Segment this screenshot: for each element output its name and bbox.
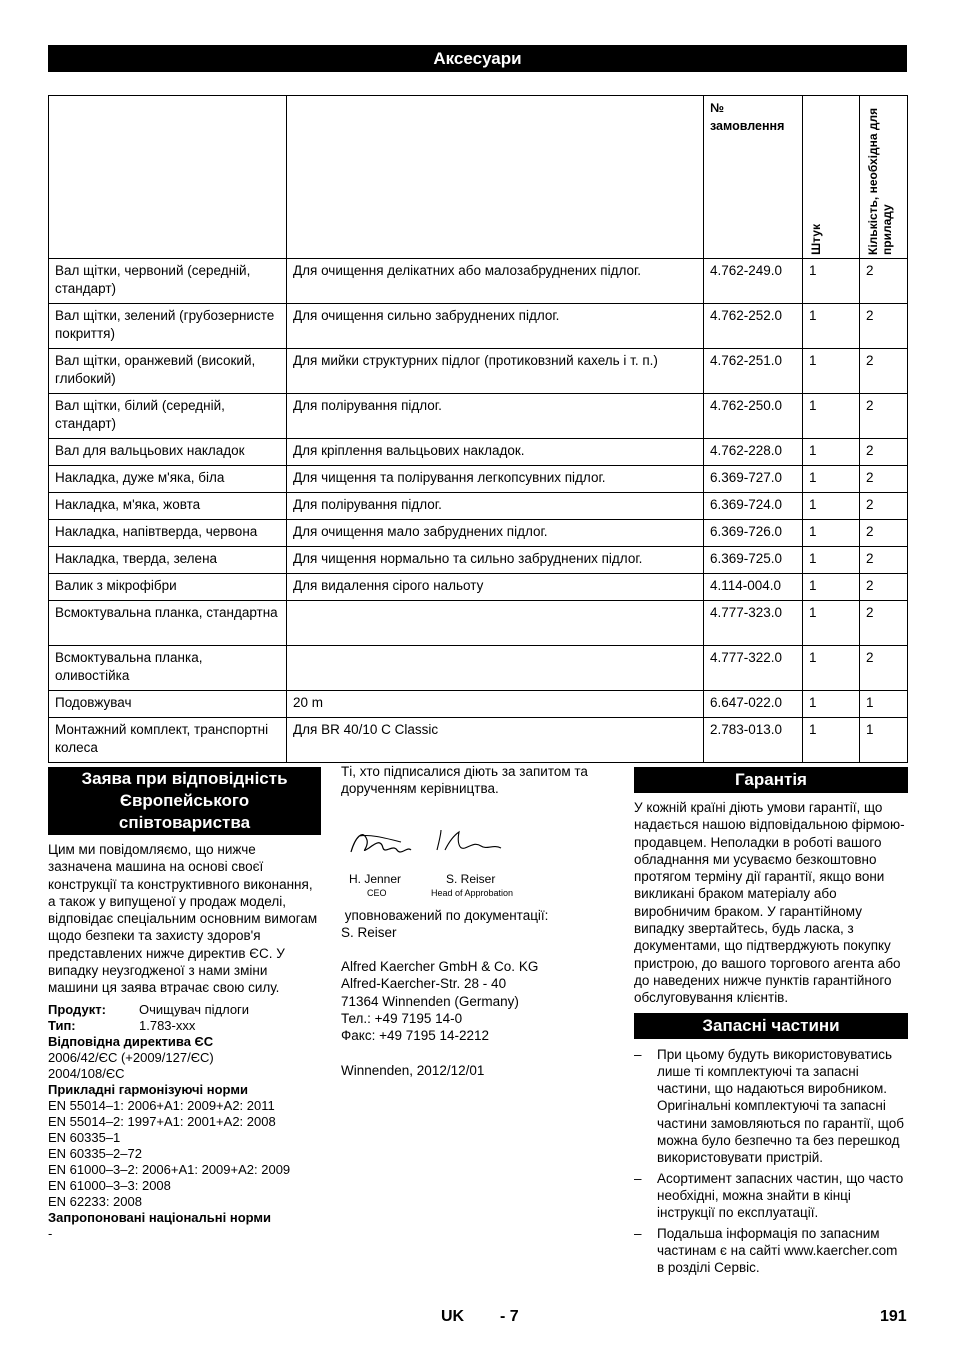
footer-page-number: 191: [880, 1308, 907, 1325]
cell-name: Накладка, тверда, зелена: [49, 547, 287, 574]
cell-quantity: 2: [860, 466, 908, 493]
cell-order-number: 4.114-004.0: [704, 574, 803, 601]
dash-marker: –: [634, 1225, 642, 1241]
company-line: Alfred-Kaercher-Str. 28 - 40: [341, 976, 507, 992]
cell-order-number: 6.647-022.0: [704, 691, 803, 718]
footer-language: UK: [441, 1308, 465, 1325]
cell-quantity: 2: [860, 349, 908, 394]
cell-name: Накладка, напівтверда, червона: [49, 520, 287, 547]
cell-order-number: 4.762-251.0: [704, 349, 803, 394]
warranty-column: [634, 767, 908, 1279]
product-value: Очищувач підлоги: [139, 1001, 250, 1017]
national-norms-label: Запропоновані національні норми: [48, 1209, 272, 1225]
header-cell-order-number: [704, 96, 803, 259]
warranty-title: Гарантія: [634, 767, 908, 793]
header-cell-pieces: [803, 96, 860, 259]
table-row: [49, 259, 908, 304]
signatures-image: [341, 798, 621, 862]
norms-label: Прикладні гармонізуючі норми: [48, 1081, 248, 1097]
cell-pieces: 1: [803, 646, 860, 691]
cell-pieces: 1: [803, 520, 860, 547]
spare-parts-item-text: Подальша інформація по запасним частинам є на сайті www.kaercher.com в розділі Сервіс.: [657, 1225, 898, 1276]
cell-quantity: 2: [860, 493, 908, 520]
cell-order-number: 4.777-322.0: [704, 646, 803, 691]
sig1-role: CEO: [367, 887, 387, 898]
norm-item: EN 60335–2–72: [48, 1145, 142, 1161]
cell-pieces: 1: [803, 574, 860, 601]
table-row: [49, 493, 908, 520]
spare-parts-item-text: При цьому будуть використовуватись лише ті комплектуючі та запасні частини, що надаються виробником. Оригінальні комплектуючі та запасні частини замовляються по гарантії, щоб можна було безпечно та без перешкод використовувати пристрій.: [657, 1046, 904, 1166]
cell-name: Валик з мікрофібри: [49, 574, 287, 601]
header-cell-description: [287, 96, 704, 259]
table-header-row: [49, 96, 908, 259]
table-row: [49, 601, 908, 646]
place-date: Winnenden, 2012/12/01: [341, 1062, 485, 1078]
cell-quantity: 1: [860, 718, 908, 763]
table-row: [49, 718, 908, 763]
type-value: 1.783-xxx: [139, 1017, 196, 1033]
cell-order-number: 4.762-252.0: [704, 304, 803, 349]
cell-order-number: 6.369-726.0: [704, 520, 803, 547]
cell-quantity: 2: [860, 259, 908, 304]
norm-item: EN 55014–2: 1997+A1: 2001+A2: 2008: [48, 1113, 276, 1129]
cell-description: Для чищення нормально та сильно забруднених підлог.: [287, 547, 704, 574]
cell-name: Всмоктувальна планка, оливостійка: [49, 646, 287, 691]
cell-name: Вал для вальцьових накладок: [49, 439, 287, 466]
cell-order-number: 6.369-727.0: [704, 466, 803, 493]
cell-quantity: 2: [860, 646, 908, 691]
directive-label: Відповідна директива ЄС: [48, 1033, 214, 1049]
norm-item: EN 61000–3–3: 2008: [48, 1177, 171, 1193]
cell-order-number: 2.783-013.0: [704, 718, 803, 763]
type-label: Тип:: [48, 1017, 76, 1033]
table-row: [49, 466, 908, 493]
cell-pieces: 1: [803, 493, 860, 520]
cell-order-number: 6.369-724.0: [704, 493, 803, 520]
cell-pieces: 1: [803, 349, 860, 394]
norm-item: EN 60335–1: [48, 1129, 121, 1145]
cell-description: Для чищення та полірування легкопсувних підлог.: [287, 466, 704, 493]
dash-marker: –: [634, 1170, 642, 1186]
cell-quantity: 2: [860, 439, 908, 466]
cell-description: [287, 646, 704, 691]
cell-description: Для кріплення вальцьових накладок.: [287, 439, 704, 466]
header-pieces-label: Штук: [809, 224, 823, 255]
cell-order-number: 4.762-250.0: [704, 394, 803, 439]
cell-order-number: 6.369-725.0: [704, 547, 803, 574]
cell-order-number: 4.762-249.0: [704, 259, 803, 304]
cell-description: Для полірування підлог.: [287, 493, 704, 520]
cell-quantity: 2: [860, 394, 908, 439]
table-row: [49, 646, 908, 691]
cell-pieces: 1: [803, 259, 860, 304]
warranty-text: У кожній країні діють умови гарантії, що надається нашою відповідальною фірмою-продавцем. Неполадки в роботі вашого обладнання ми усуваємо безкоштовно протягом терміну дії гарантії, якщо вони викликані браком матеріалу або виробничим браком. У гарантійному випадку звертайтесь, будь ласка, з документами, що підтверджують покупку пристрою, до вашого торгового агента або до наведених нижче пунктів гарантійного обслуговування клієнтів.: [634, 800, 905, 1006]
cell-name: Вал щітки, червоний (середній, стандарт): [49, 259, 287, 304]
cell-pieces: 1: [803, 439, 860, 466]
declaration-intro: Цим ми повідомляємо, що нижче зазначена машина на основі своєї конструкції та конструктивного виконання, а також у випущеної у продаж моделі, відповідає спеціальним основним вимогам щодо безпеки та захисту здоров'я представлених нижче директив ЄС. У випадку неузгодженої з нами зміни машини ця заява втрачає свою силу.: [48, 842, 318, 996]
sig1-name: H. Jenner: [349, 871, 402, 886]
product-label: Продукт:: [48, 1001, 106, 1017]
table-row: [49, 304, 908, 349]
cell-name: Монтажний комплект, транспортні колеса: [49, 718, 287, 763]
cell-pieces: 1: [803, 466, 860, 493]
cell-description: Для очищення делікатних або малозабруднених підлог.: [287, 259, 704, 304]
header-cell-quantity: [860, 96, 908, 259]
cell-pieces: 1: [803, 691, 860, 718]
cell-order-number: 4.777-323.0: [704, 601, 803, 646]
cell-quantity: 2: [860, 601, 908, 646]
cell-name: Подовжувач: [49, 691, 287, 718]
type-row: [48, 1018, 321, 1034]
company-line: Alfred Kaercher GmbH & Co. KG: [341, 959, 539, 975]
header-cell-name: [49, 96, 287, 259]
list-item: [634, 1225, 908, 1277]
table-row: [49, 439, 908, 466]
cell-quantity: 2: [860, 574, 908, 601]
cell-order-number: 4.762-228.0: [704, 439, 803, 466]
cell-description: [287, 601, 704, 646]
table-row: [49, 547, 908, 574]
cell-description: Для очищення сильно забруднених підлог.: [287, 304, 704, 349]
cell-name: Вал щітки, оранжевий (високий, глибокий): [49, 349, 287, 394]
header-quantity-label: Кількість, необхідна для приладу: [866, 107, 894, 255]
table-row: [49, 691, 908, 718]
table-row: [49, 394, 908, 439]
signatories-intro: Ті, хто підписалися діють за запитом та дорученням керівництва.: [341, 764, 588, 797]
cell-name: Вал щітки, білий (середній, стандарт): [49, 394, 287, 439]
spare-parts-title: Запасні частини: [634, 1013, 908, 1039]
dash-marker: –: [634, 1046, 642, 1062]
table-row: [49, 520, 908, 547]
table-row: [49, 574, 908, 601]
cell-name: Вал щітки, зелений (грубозернисте покриття): [49, 304, 287, 349]
sig2-name: S. Reiser: [446, 871, 496, 886]
list-item: [634, 1170, 908, 1222]
cell-pieces: 1: [803, 601, 860, 646]
directive-item: 2004/108/ЄС: [48, 1065, 125, 1081]
footer-page-local: - 7: [500, 1308, 519, 1325]
spare-parts-item-text: Асортимент запасних частин, що часто необхідні, можна знайти в кінці інструкції по експлуатації.: [657, 1170, 904, 1221]
cell-name: Всмоктувальна планка, стандартна: [49, 601, 287, 646]
cell-pieces: 1: [803, 718, 860, 763]
signatories-column: [341, 763, 621, 1079]
doc-auth-name: S. Reiser: [341, 924, 397, 940]
cell-pieces: 1: [803, 304, 860, 349]
section-title-accessories: Аксесуари: [48, 45, 907, 72]
company-line: Факс: +49 7195 14-2212: [341, 1028, 490, 1044]
accessories-table: [48, 95, 908, 763]
signatures-block: [341, 798, 621, 898]
norm-item: EN 61000–3–2: 2006+A1: 2009+A2: 2009: [48, 1161, 291, 1177]
cell-quantity: 1: [860, 691, 908, 718]
list-item: [634, 1046, 908, 1167]
cell-name: Накладка, дуже м'яка, біла: [49, 466, 287, 493]
cell-description: Для мийки структурних підлог (протиковзний кахель і т. п.): [287, 349, 704, 394]
product-row: [48, 1002, 321, 1018]
company-line: 71364 Winnenden (Germany): [341, 993, 519, 1009]
norm-item: EN 62233: 2008: [48, 1193, 142, 1209]
cell-description: Для очищення мало забруднених підлог.: [287, 520, 704, 547]
norm-item: EN 55014–1: 2006+A1: 2009+A2: 2011: [48, 1097, 275, 1113]
cell-pieces: 1: [803, 547, 860, 574]
cell-quantity: 2: [860, 547, 908, 574]
sig2-role: Head of Approbation: [431, 887, 514, 898]
cell-description: 20 m: [287, 691, 704, 718]
cell-quantity: 2: [860, 520, 908, 547]
cell-description: Для BR 40/10 C Classic: [287, 718, 704, 763]
directive-item: 2006/42/ЄС (+2009/127/ЄС): [48, 1049, 214, 1065]
doc-auth-label: уповноважений по документації:: [341, 907, 549, 923]
declaration-column: [48, 767, 321, 1242]
spare-parts-list: [634, 1046, 908, 1277]
header-order-number-label: № замовлення: [710, 101, 785, 133]
cell-quantity: 2: [860, 304, 908, 349]
company-line: Тел.: +49 7195 14-0: [341, 1011, 463, 1027]
cell-description: Для видалення сірого нальоту: [287, 574, 704, 601]
table-row: [49, 349, 908, 394]
national-norms-value: -: [48, 1225, 53, 1241]
cell-pieces: 1: [803, 394, 860, 439]
cell-name: Накладка, м'яка, жовта: [49, 493, 287, 520]
cell-description: Для полірування підлог.: [287, 394, 704, 439]
declaration-title: Заява при відповідність Європейського співтовариства: [48, 767, 321, 835]
